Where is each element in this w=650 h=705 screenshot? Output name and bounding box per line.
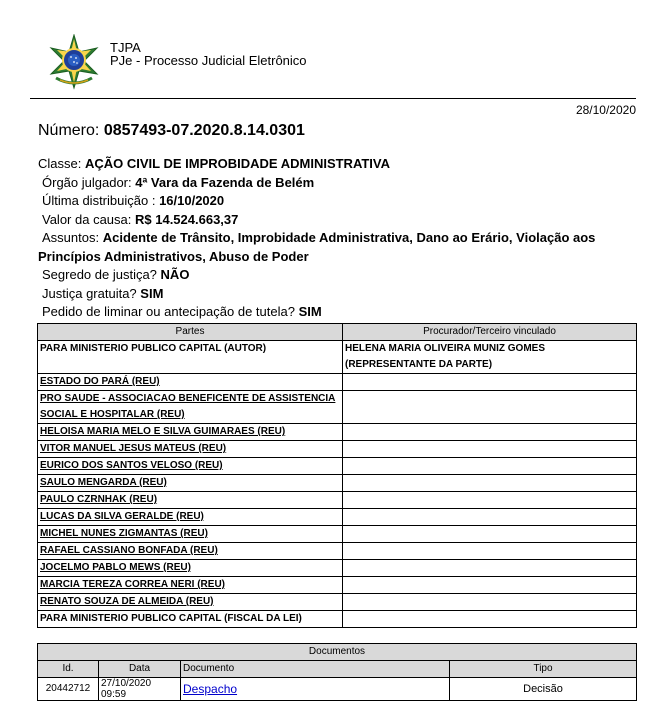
process-info <box>38 155 638 322</box>
documento-data-hora: 09:59 <box>101 689 127 700</box>
parte-cell <box>38 441 343 458</box>
parte-cell <box>38 560 343 577</box>
table-row <box>38 391 637 424</box>
info-gratuita <box>38 285 638 304</box>
parte-name: MARCIA TEREZA CORREA NERI (REU) <box>40 579 225 590</box>
procurador-cell <box>343 458 637 475</box>
process-number-value: 0857493-07.2020.8.14.0301 <box>103 122 305 139</box>
system-name: PJe - Processo Judicial Eletrônico <box>110 53 307 68</box>
documentos-title: Documentos <box>38 644 637 661</box>
parte-name: MICHEL NUNES ZIGMANTAS (REU) <box>40 528 208 539</box>
parte-name: VITOR MANUEL JESUS MATEUS (REU) <box>40 443 227 454</box>
procurador-cell <box>343 391 637 424</box>
documento-id: 20442712 <box>38 678 99 701</box>
info-ultima-distribuicao <box>38 192 638 211</box>
procurador-cell <box>343 424 637 441</box>
table-row <box>38 458 637 475</box>
ultima-label: Última distribuição : <box>42 193 156 208</box>
brazil-coat-of-arms-icon <box>46 34 102 90</box>
process-number <box>38 122 305 140</box>
procurador-cell <box>343 492 637 509</box>
table-row <box>38 475 637 492</box>
table-row <box>38 543 637 560</box>
procurador-cell <box>343 611 637 628</box>
assuntos-value: Acidente de Trânsito, Improbidade Administrativa, Dano ao Erário, Violação aos <box>102 230 596 245</box>
partes-column-header: Partes <box>38 324 343 341</box>
parte-cell <box>38 543 343 560</box>
parte-cell <box>38 509 343 526</box>
table-row <box>38 341 637 374</box>
parte-name: JOCELMO PABLO MEWS (REU) <box>40 562 191 573</box>
procurador-cell <box>343 594 637 611</box>
orgao-value: 4ª Vara da Fazenda de Belém <box>135 174 315 190</box>
procurador-cell <box>343 577 637 594</box>
orgao-label: Órgão julgador: <box>42 174 132 190</box>
parte-cell <box>38 594 343 611</box>
procurador-cell <box>343 374 637 391</box>
table-row <box>38 492 637 509</box>
parte-cell <box>38 458 343 475</box>
table-row <box>38 509 637 526</box>
procurador-cell <box>343 509 637 526</box>
procurador-cell <box>343 441 637 458</box>
document-date: 28/10/2020 <box>575 103 636 117</box>
gratuita-value: SIM <box>140 285 164 301</box>
parte-name: ESTADO DO PARÁ (REU) <box>40 376 160 387</box>
ultima-value: 16/10/2020 <box>159 193 225 208</box>
gratuita-label: Justiça gratuita? <box>42 285 137 301</box>
table-row <box>38 577 637 594</box>
parte-cell <box>38 577 343 594</box>
documentos-table <box>37 643 637 701</box>
assuntos-value-cont: Princípios Administrativos, Abuso de Poder <box>38 248 309 264</box>
partes-header-row <box>38 324 637 341</box>
documento-data-dia: 27/10/2020 <box>101 678 152 689</box>
id-column-header: Id. <box>38 661 99 678</box>
parte-name: RAFAEL CASSIANO BONFADA (REU) <box>40 545 218 556</box>
classe-value: AÇÃO CIVIL DE IMPROBIDADE ADMINISTRATIVA <box>84 156 391 171</box>
parte-name: PAULO CZRNHAK (REU) <box>40 494 158 505</box>
documento-tipo: Decisão <box>450 678 637 701</box>
documento-link[interactable]: Despacho <box>183 682 238 696</box>
documento-data <box>99 678 181 701</box>
documento-column-header: Documento <box>181 661 450 678</box>
table-row <box>38 441 637 458</box>
info-assuntos <box>38 229 638 248</box>
table-row <box>38 560 637 577</box>
parte-name: PRO SAUDE - ASSOCIACAO BENEFICENTE DE ASSISTENCIA SOCIAL E HOSPITALAR (REU) <box>40 393 336 420</box>
table-row <box>38 424 637 441</box>
table-row <box>38 611 637 628</box>
procurador-cell <box>343 560 637 577</box>
procurador-cell: HELENA MARIA OLIVEIRA MUNIZ GOMES (REPRESENTANTE DA PARTE) <box>343 341 637 374</box>
info-valor <box>38 211 638 230</box>
procurador-cell <box>343 526 637 543</box>
info-segredo <box>38 266 638 285</box>
procurador-cell <box>343 543 637 560</box>
tipo-column-header: Tipo <box>450 661 637 678</box>
procurador-cell <box>343 475 637 492</box>
table-row <box>38 678 637 701</box>
documentos-title-row <box>38 644 637 661</box>
parte-cell <box>38 492 343 509</box>
procurador-column-header: Procurador/Terceiro vinculado <box>343 324 637 341</box>
parte-cell <box>38 424 343 441</box>
court-name: TJPA <box>110 40 141 55</box>
assuntos-label: Assuntos: <box>42 230 100 245</box>
header-divider <box>30 98 636 99</box>
parte-cell <box>38 391 343 424</box>
parte-name: SAULO MENGARDA (REU) <box>40 477 167 488</box>
parte-name: HELOISA MARIA MELO E SILVA GUIMARAES (REU) <box>40 426 286 437</box>
classe-label: Classe: <box>38 156 82 171</box>
partes-table <box>37 323 637 628</box>
document-header <box>46 34 606 92</box>
valor-value: R$ 14.524.663,37 <box>135 211 239 227</box>
segredo-value: NÃO <box>160 267 190 282</box>
liminar-value: SIM <box>298 304 322 319</box>
info-assuntos-cont <box>38 248 638 267</box>
parte-cell: PARA MINISTERIO PUBLICO CAPITAL (AUTOR) <box>38 341 343 374</box>
parte-cell: PARA MINISTERIO PUBLICO CAPITAL (FISCAL DA LEI) <box>38 611 343 628</box>
table-row <box>38 526 637 543</box>
parte-name: EURICO DOS SANTOS VELOSO (REU) <box>40 460 223 471</box>
parte-name: LUCAS DA SILVA GERALDE (REU) <box>40 511 204 522</box>
process-number-label: Número: <box>38 122 100 139</box>
parte-cell <box>38 526 343 543</box>
table-row <box>38 594 637 611</box>
info-classe <box>38 155 638 174</box>
documentos-header-row <box>38 661 637 678</box>
parte-cell <box>38 374 343 391</box>
info-liminar <box>38 303 638 322</box>
documento-cell <box>181 678 450 701</box>
table-row <box>38 374 637 391</box>
liminar-label: Pedido de liminar ou antecipação de tutela? <box>42 304 295 319</box>
segredo-label: Segredo de justiça? <box>42 267 157 282</box>
data-column-header: Data <box>99 661 181 678</box>
info-orgao <box>38 174 638 193</box>
parte-cell <box>38 475 343 492</box>
valor-label: Valor da causa: <box>42 211 132 227</box>
parte-name: RENATO SOUZA DE ALMEIDA (REU) <box>40 596 214 607</box>
